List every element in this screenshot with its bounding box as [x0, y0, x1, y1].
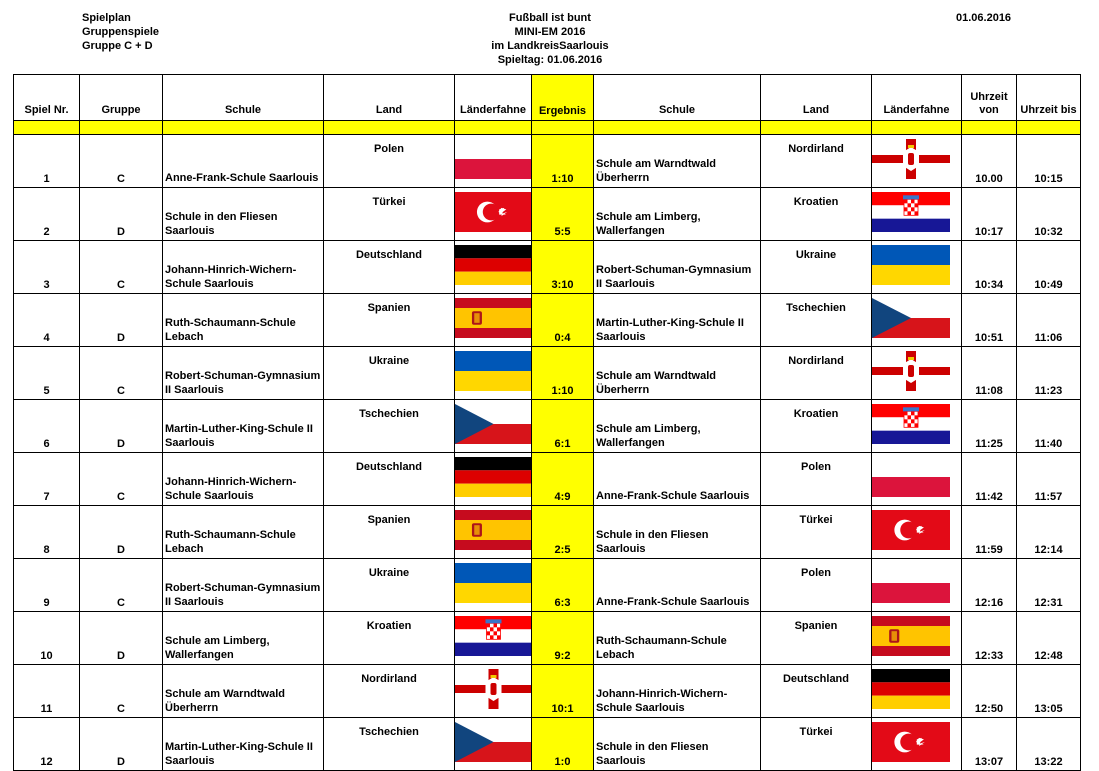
away-country: Kroatien — [761, 188, 872, 241]
table-row — [14, 453, 1081, 506]
home-country: Polen — [324, 135, 455, 188]
czech-flag — [872, 298, 950, 341]
away-flag-cell — [872, 506, 962, 559]
schedule-table — [13, 74, 1081, 771]
home-school: Robert-Schuman-Gymnasium II Saarlouis — [163, 347, 324, 400]
table-row — [14, 241, 1081, 294]
home-flag-cell — [455, 294, 532, 347]
game-result: 6:1 — [532, 400, 594, 453]
away-flag-cell — [872, 453, 962, 506]
czech-flag — [455, 722, 532, 765]
game-result: 1:10 — [532, 135, 594, 188]
ukraine-flag — [455, 563, 532, 606]
away-school: Anne-Frank-Schule Saarlouis — [594, 559, 761, 612]
col-time-to: Uhrzeit bis — [1017, 75, 1081, 121]
game-result: 5:5 — [532, 188, 594, 241]
home-flag-cell — [455, 188, 532, 241]
home-school: Martin-Luther-King-Schule II Saarlouis — [163, 718, 324, 771]
header-center — [440, 11, 660, 67]
col-result: Ergebnis — [532, 75, 594, 121]
col-time-from: Uhrzeit von — [962, 75, 1017, 121]
time-to: 12:31 — [1017, 559, 1081, 612]
game-number: 3 — [14, 241, 80, 294]
home-flag-cell — [455, 612, 532, 665]
game-group: D — [80, 506, 163, 559]
home-country: Ukraine — [324, 559, 455, 612]
game-group: D — [80, 188, 163, 241]
home-country: Kroatien — [324, 612, 455, 665]
time-to: 11:06 — [1017, 294, 1081, 347]
northern-ireland-flag — [872, 351, 950, 394]
game-number: 6 — [14, 400, 80, 453]
turkey-flag — [455, 192, 532, 235]
home-country: Ukraine — [324, 347, 455, 400]
home-flag-cell — [455, 241, 532, 294]
header-row — [14, 75, 1081, 121]
table-row — [14, 135, 1081, 188]
game-result: 0:4 — [532, 294, 594, 347]
ukraine-flag — [872, 245, 950, 288]
away-flag-cell — [872, 718, 962, 771]
away-school: Schule am Limberg, Wallerfangen — [594, 400, 761, 453]
game-result: 3:10 — [532, 241, 594, 294]
time-to: 11:57 — [1017, 453, 1081, 506]
away-school: Johann-Hinrich-Wichern-Schule Saarlouis — [594, 665, 761, 718]
game-result: 9:2 — [532, 612, 594, 665]
time-from: 11:42 — [962, 453, 1017, 506]
germany-flag — [872, 669, 950, 712]
home-school: Martin-Luther-King-Schule II Saarlouis — [163, 400, 324, 453]
table-row — [14, 559, 1081, 612]
col-flag2: Länderfahne — [872, 75, 962, 121]
game-number: 4 — [14, 294, 80, 347]
col-school2: Schule — [594, 75, 761, 121]
col-land2: Land — [761, 75, 872, 121]
table-row — [14, 347, 1081, 400]
home-school: Robert-Schuman-Gymnasium II Saarlouis — [163, 559, 324, 612]
col-land1: Land — [324, 75, 455, 121]
game-group: C — [80, 453, 163, 506]
time-to: 12:14 — [1017, 506, 1081, 559]
home-flag-cell — [455, 135, 532, 188]
time-from: 12:50 — [962, 665, 1017, 718]
home-country: Spanien — [324, 506, 455, 559]
away-flag-cell — [872, 294, 962, 347]
game-number: 12 — [14, 718, 80, 771]
table-row — [14, 188, 1081, 241]
table-row — [14, 294, 1081, 347]
time-to: 11:23 — [1017, 347, 1081, 400]
away-school: Anne-Frank-Schule Saarlouis — [594, 453, 761, 506]
away-country: Türkei — [761, 506, 872, 559]
game-number: 11 — [14, 665, 80, 718]
header-region: im LandkreisSaarlouis — [491, 40, 609, 52]
germany-flag — [455, 457, 532, 500]
game-group: C — [80, 135, 163, 188]
away-school: Schule am Limberg, Wallerfangen — [594, 188, 761, 241]
time-from: 11:59 — [962, 506, 1017, 559]
away-school: Martin-Luther-King-Schule II Saarlouis — [594, 294, 761, 347]
game-group: C — [80, 241, 163, 294]
col-school1: Schule — [163, 75, 324, 121]
time-from: 12:16 — [962, 559, 1017, 612]
away-country: Tschechien — [761, 294, 872, 347]
away-country: Nordirland — [761, 135, 872, 188]
header-event-name: MINI-EM 2016 — [514, 26, 586, 38]
home-school: Ruth-Schaumann-Schule Lebach — [163, 506, 324, 559]
time-to: 10:49 — [1017, 241, 1081, 294]
away-country: Ukraine — [761, 241, 872, 294]
home-country: Deutschland — [324, 453, 455, 506]
game-number: 9 — [14, 559, 80, 612]
header-title: Spielplan — [82, 12, 131, 24]
northern-ireland-flag — [872, 139, 950, 182]
col-nr: Spiel Nr. — [14, 75, 80, 121]
time-from: 10:17 — [962, 188, 1017, 241]
header-event-title: Fußball ist bunt — [509, 12, 591, 24]
highlight-row — [14, 121, 1081, 135]
time-from: 10:34 — [962, 241, 1017, 294]
game-number: 7 — [14, 453, 80, 506]
away-country: Polen — [761, 453, 872, 506]
away-school: Schule in den Fliesen Saarlouis — [594, 506, 761, 559]
home-country: Tschechien — [324, 400, 455, 453]
home-school: Ruth-Schaumann-Schule Lebach — [163, 294, 324, 347]
time-to: 10:32 — [1017, 188, 1081, 241]
away-flag-cell — [872, 135, 962, 188]
time-from: 10.00 — [962, 135, 1017, 188]
game-number: 5 — [14, 347, 80, 400]
home-flag-cell — [455, 400, 532, 453]
header-date: 01.06.2016 — [956, 12, 1012, 24]
away-school: Robert-Schuman-Gymnasium II Saarlouis — [594, 241, 761, 294]
game-group: D — [80, 400, 163, 453]
table-row — [14, 506, 1081, 559]
turkey-flag — [872, 722, 950, 765]
home-flag-cell — [455, 453, 532, 506]
away-country: Kroatien — [761, 400, 872, 453]
away-flag-cell — [872, 241, 962, 294]
away-school: Ruth-Schaumann-Schule Lebach — [594, 612, 761, 665]
away-flag-cell — [872, 347, 962, 400]
home-school: Anne-Frank-Schule Saarlouis — [163, 135, 324, 188]
game-number: 10 — [14, 612, 80, 665]
home-school: Schule am Warndtwald Überherrn — [163, 665, 324, 718]
germany-flag — [455, 245, 532, 288]
home-country: Nordirland — [324, 665, 455, 718]
poland-flag — [872, 563, 950, 606]
time-from: 12:33 — [962, 612, 1017, 665]
time-from: 13:07 — [962, 718, 1017, 771]
game-group: C — [80, 347, 163, 400]
spain-flag — [872, 616, 950, 659]
game-result: 4:9 — [532, 453, 594, 506]
game-group: C — [80, 665, 163, 718]
home-flag-cell — [455, 347, 532, 400]
game-number: 1 — [14, 135, 80, 188]
away-school: Schule am Warndtwald Überherrn — [594, 347, 761, 400]
home-school: Johann-Hinrich-Wichern-Schule Saarlouis — [163, 453, 324, 506]
northern-ireland-flag — [455, 669, 532, 712]
game-group: D — [80, 718, 163, 771]
game-number: 8 — [14, 506, 80, 559]
poland-flag — [455, 139, 532, 182]
time-to: 10:15 — [1017, 135, 1081, 188]
game-result: 1:0 — [532, 718, 594, 771]
away-country: Spanien — [761, 612, 872, 665]
away-country: Türkei — [761, 718, 872, 771]
col-flag1: Länderfahne — [455, 75, 532, 121]
home-school: Schule am Limberg, Wallerfangen — [163, 612, 324, 665]
game-group: D — [80, 612, 163, 665]
time-from: 11:08 — [962, 347, 1017, 400]
away-flag-cell — [872, 559, 962, 612]
away-country: Polen — [761, 559, 872, 612]
home-flag-cell — [455, 718, 532, 771]
spain-flag — [455, 298, 532, 341]
czech-flag — [455, 404, 532, 447]
home-flag-cell — [455, 559, 532, 612]
home-country: Spanien — [324, 294, 455, 347]
table-row — [14, 718, 1081, 771]
croatia-flag — [872, 192, 950, 235]
away-school: Schule am Warndtwald Überherrn — [594, 135, 761, 188]
away-country: Nordirland — [761, 347, 872, 400]
header-left — [82, 11, 159, 53]
time-to: 13:05 — [1017, 665, 1081, 718]
game-group: D — [80, 294, 163, 347]
home-country: Tschechien — [324, 718, 455, 771]
away-country: Deutschland — [761, 665, 872, 718]
game-result: 2:5 — [532, 506, 594, 559]
away-flag-cell — [872, 188, 962, 241]
game-result: 1:10 — [532, 347, 594, 400]
home-country: Türkei — [324, 188, 455, 241]
time-to: 13:22 — [1017, 718, 1081, 771]
col-group: Gruppe — [80, 75, 163, 121]
away-flag-cell — [872, 612, 962, 665]
croatia-flag — [872, 404, 950, 447]
header-subtitle: Gruppenspiele — [82, 26, 160, 38]
home-school: Schule in den Fliesen Saarlouis — [163, 188, 324, 241]
time-to: 12:48 — [1017, 612, 1081, 665]
table-row — [14, 612, 1081, 665]
game-result: 10:1 — [532, 665, 594, 718]
time-from: 10:51 — [962, 294, 1017, 347]
time-to: 11:40 — [1017, 400, 1081, 453]
table-row — [14, 400, 1081, 453]
home-school: Johann-Hinrich-Wichern-Schule Saarlouis — [163, 241, 324, 294]
home-country: Deutschland — [324, 241, 455, 294]
game-group: C — [80, 559, 163, 612]
ukraine-flag — [455, 351, 532, 394]
game-result: 6:3 — [532, 559, 594, 612]
turkey-flag — [872, 510, 950, 553]
away-school: Schule in den Fliesen Saarlouis — [594, 718, 761, 771]
header-matchday: Spieltag: 01.06.2016 — [497, 54, 603, 66]
spain-flag — [455, 510, 532, 553]
croatia-flag — [455, 616, 532, 659]
time-from: 11:25 — [962, 400, 1017, 453]
poland-flag — [872, 457, 950, 500]
home-flag-cell — [455, 506, 532, 559]
away-flag-cell — [872, 400, 962, 453]
game-number: 2 — [14, 188, 80, 241]
header-group: Gruppe C + D — [82, 40, 153, 52]
